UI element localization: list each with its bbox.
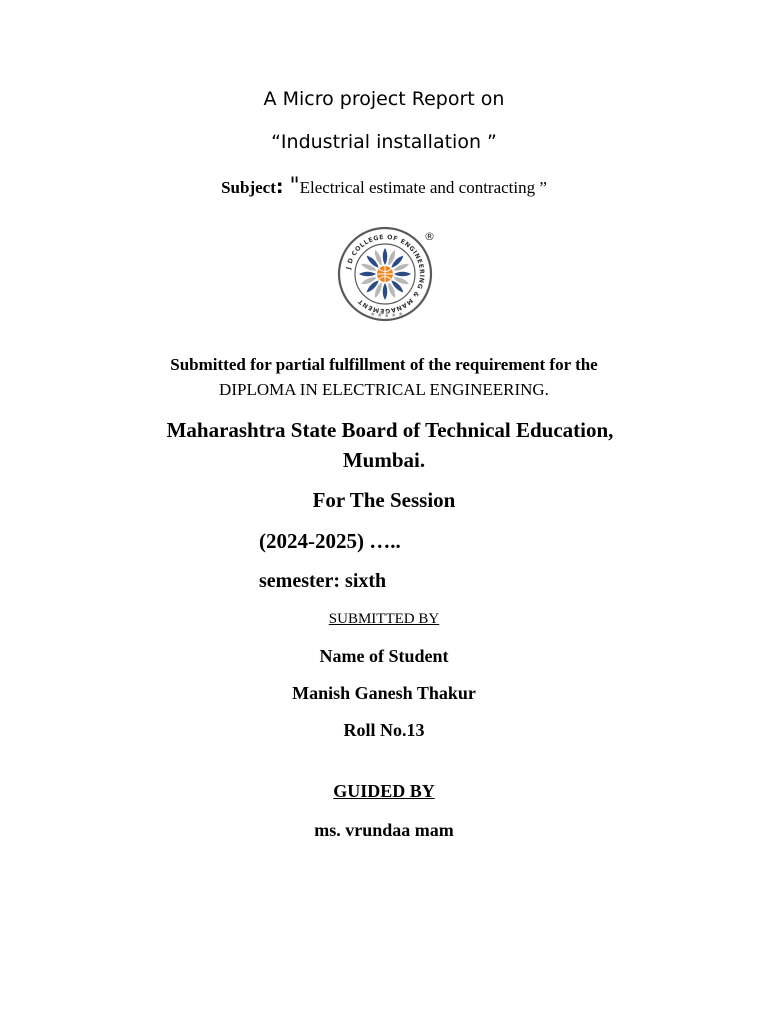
board-name-line2: Mumbai. [342, 448, 426, 472]
roll-number: Roll No.13 [343, 720, 425, 740]
registered-mark: ® [424, 230, 435, 243]
svg-text:★: ★ [377, 312, 383, 319]
session-label: For The Session [312, 488, 456, 512]
svg-text:★: ★ [370, 311, 376, 318]
guided-by-heading: GUIDED BY [333, 781, 435, 801]
subject-open-quote: " [289, 174, 300, 199]
session-years: (2024-2025) ….. [259, 529, 401, 553]
report-title-line1: A Micro project Report on [263, 88, 505, 110]
college-logo-emblem-icon [332, 226, 438, 324]
svg-text:J D COLLEGE OF ENGINEERING & M: J D COLLEGE OF ENGINEERING & MANAGEMENT [345, 233, 426, 315]
guide-name: ms. vrundaa mam [314, 820, 454, 840]
college-logo [332, 226, 438, 324]
svg-text:★: ★ [398, 311, 404, 318]
board-name-line1: Maharashtra State Board of Technical Education, [166, 418, 614, 442]
report-title-line2: “Industrial installation ” [271, 131, 497, 153]
svg-text:★: ★ [384, 312, 390, 320]
subject-line [0, 174, 768, 199]
subject-colon: : [275, 176, 284, 198]
student-name: Manish Ganesh Thakur [292, 683, 476, 703]
subject-label: Subject [221, 178, 276, 197]
submission-line2: DIPLOMA IN ELECTRICAL ENGINEERING. [219, 380, 549, 399]
submission-line1: Submitted for partial fulfillment of the requirement for the [170, 355, 598, 374]
subject-value: Electrical estimate and contracting ” [299, 178, 547, 197]
semester: semester: sixth [259, 570, 387, 592]
student-name-label: Name of Student [319, 646, 449, 666]
svg-text:★: ★ [391, 312, 397, 319]
submitted-by-heading: SUBMITTED BY [328, 611, 440, 627]
